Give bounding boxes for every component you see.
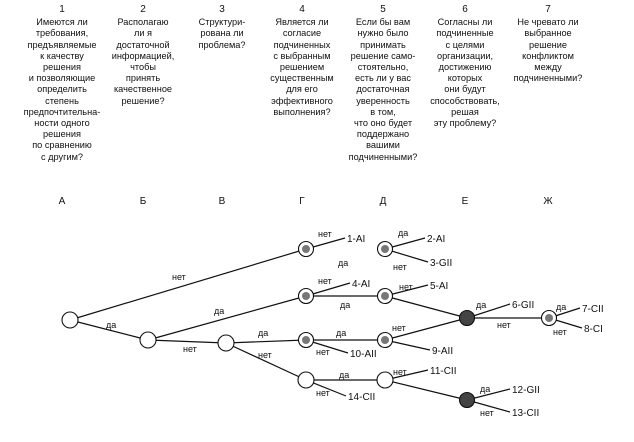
node-inner-mark bbox=[302, 245, 310, 253]
yes-label: да bbox=[340, 300, 351, 310]
node-inner-mark bbox=[381, 292, 389, 300]
question-text: Располагаю ли я достаточной информацией, чтобы принять качественное решение? bbox=[111, 17, 175, 106]
decision-node bbox=[460, 311, 475, 326]
node-inner-mark bbox=[381, 336, 389, 344]
question-number: 4 bbox=[299, 4, 305, 15]
question-number: 3 bbox=[219, 4, 225, 15]
question-text: Имеются ли требования, предъявляемые к качеству решения и позволяющие определить степень предпочтительна- ности одного решения по сравнению с другим? bbox=[23, 17, 101, 162]
question-text: Согласны ли подчиненные с целями организации, достижению которых они будут способствовать, решая эту проблему? bbox=[430, 17, 500, 129]
node-inner-mark bbox=[302, 292, 310, 300]
yes-label: да bbox=[339, 370, 350, 380]
yes-label: да bbox=[336, 328, 347, 338]
decision-node bbox=[218, 335, 234, 351]
no-label: нет bbox=[258, 350, 272, 360]
column-letter-4: Г bbox=[299, 196, 305, 207]
tree-edge bbox=[226, 343, 306, 380]
yes-label: да bbox=[106, 320, 117, 330]
yes-label: да bbox=[338, 258, 349, 268]
no-label: нет bbox=[480, 408, 494, 418]
no-label: нет bbox=[316, 388, 330, 398]
no-label: нет bbox=[172, 272, 186, 282]
outcome-label: 6-GII bbox=[512, 300, 535, 311]
no-label: нет bbox=[392, 323, 406, 333]
decision-node bbox=[140, 332, 156, 348]
column-letter-3: В bbox=[218, 196, 226, 207]
no-label: нет bbox=[318, 276, 332, 286]
outcome-label: 7-CII bbox=[582, 304, 604, 315]
yes-label: да bbox=[258, 328, 269, 338]
outcome-label: 4-AI bbox=[352, 279, 371, 290]
question-text: Не чревато ли выбранное решение конфликтом между подчиненными? bbox=[513, 17, 583, 84]
column-letter-5: Д bbox=[379, 196, 387, 207]
question-number: 5 bbox=[380, 4, 386, 15]
tree-edge bbox=[385, 296, 467, 318]
question-number: 6 bbox=[462, 4, 468, 15]
tree-edge bbox=[70, 249, 306, 320]
outcome-label: 12-GII bbox=[512, 385, 540, 396]
question-text: Если бы вам нужно было принимать решение само- стоятельно, есть ли у вас достаточная уверенность в том, что оно будет поддержано вашими подчиненными? bbox=[348, 17, 418, 162]
question-text: Структури- рована ли проблема? bbox=[198, 17, 246, 50]
no-label: нет bbox=[316, 347, 330, 357]
yes-label: да bbox=[556, 302, 567, 312]
tree-edge bbox=[148, 296, 306, 340]
question-number: 7 bbox=[545, 4, 551, 15]
no-label: нет bbox=[553, 327, 567, 337]
decision-node bbox=[377, 372, 393, 388]
column-letter-6: Е bbox=[461, 196, 469, 207]
yes-label: да bbox=[214, 306, 225, 316]
tree-edge bbox=[385, 380, 467, 400]
decision-node bbox=[62, 312, 78, 328]
column-letter-2: Б bbox=[139, 196, 147, 207]
yes-label: да bbox=[480, 384, 491, 394]
node-inner-mark bbox=[302, 336, 310, 344]
no-label: нет bbox=[399, 282, 413, 292]
no-label: нет bbox=[393, 262, 407, 272]
decision-node bbox=[298, 372, 314, 388]
outcome-label: 14-CII bbox=[348, 392, 376, 403]
outcome-label: 1-AI bbox=[347, 234, 366, 245]
tree-edge bbox=[226, 340, 306, 343]
question-number: 1 bbox=[59, 4, 65, 15]
question-number: 2 bbox=[140, 4, 146, 15]
outcome-label: 3-GII bbox=[430, 258, 453, 269]
outcome-label: 10-AII bbox=[350, 349, 377, 360]
node-inner-mark bbox=[545, 314, 553, 322]
decision-node bbox=[460, 393, 475, 408]
outcome-label: 5-AI bbox=[430, 281, 449, 292]
column-letter-7: Ж bbox=[543, 196, 553, 207]
yes-label: да bbox=[398, 228, 409, 238]
tree-edge bbox=[148, 340, 226, 343]
column-letter-1: А bbox=[58, 196, 66, 207]
outcome-label: 8-CI bbox=[584, 324, 603, 335]
outcome-label: 13-CII bbox=[512, 408, 540, 419]
no-label: нет bbox=[318, 229, 332, 239]
outcome-label: 9-AII bbox=[432, 346, 454, 357]
outcome-label: 2-AI bbox=[427, 234, 446, 245]
no-label: нет bbox=[497, 320, 511, 330]
question-text: Является ли согласие подчиненных с выбранным решением существенным для его эффективного выполнения? bbox=[270, 17, 334, 117]
no-label: нет bbox=[183, 344, 197, 354]
outcome-label: 11-CII bbox=[430, 366, 457, 377]
no-label: нет bbox=[393, 367, 407, 377]
yes-label: да bbox=[476, 300, 487, 310]
node-inner-mark bbox=[381, 245, 389, 253]
